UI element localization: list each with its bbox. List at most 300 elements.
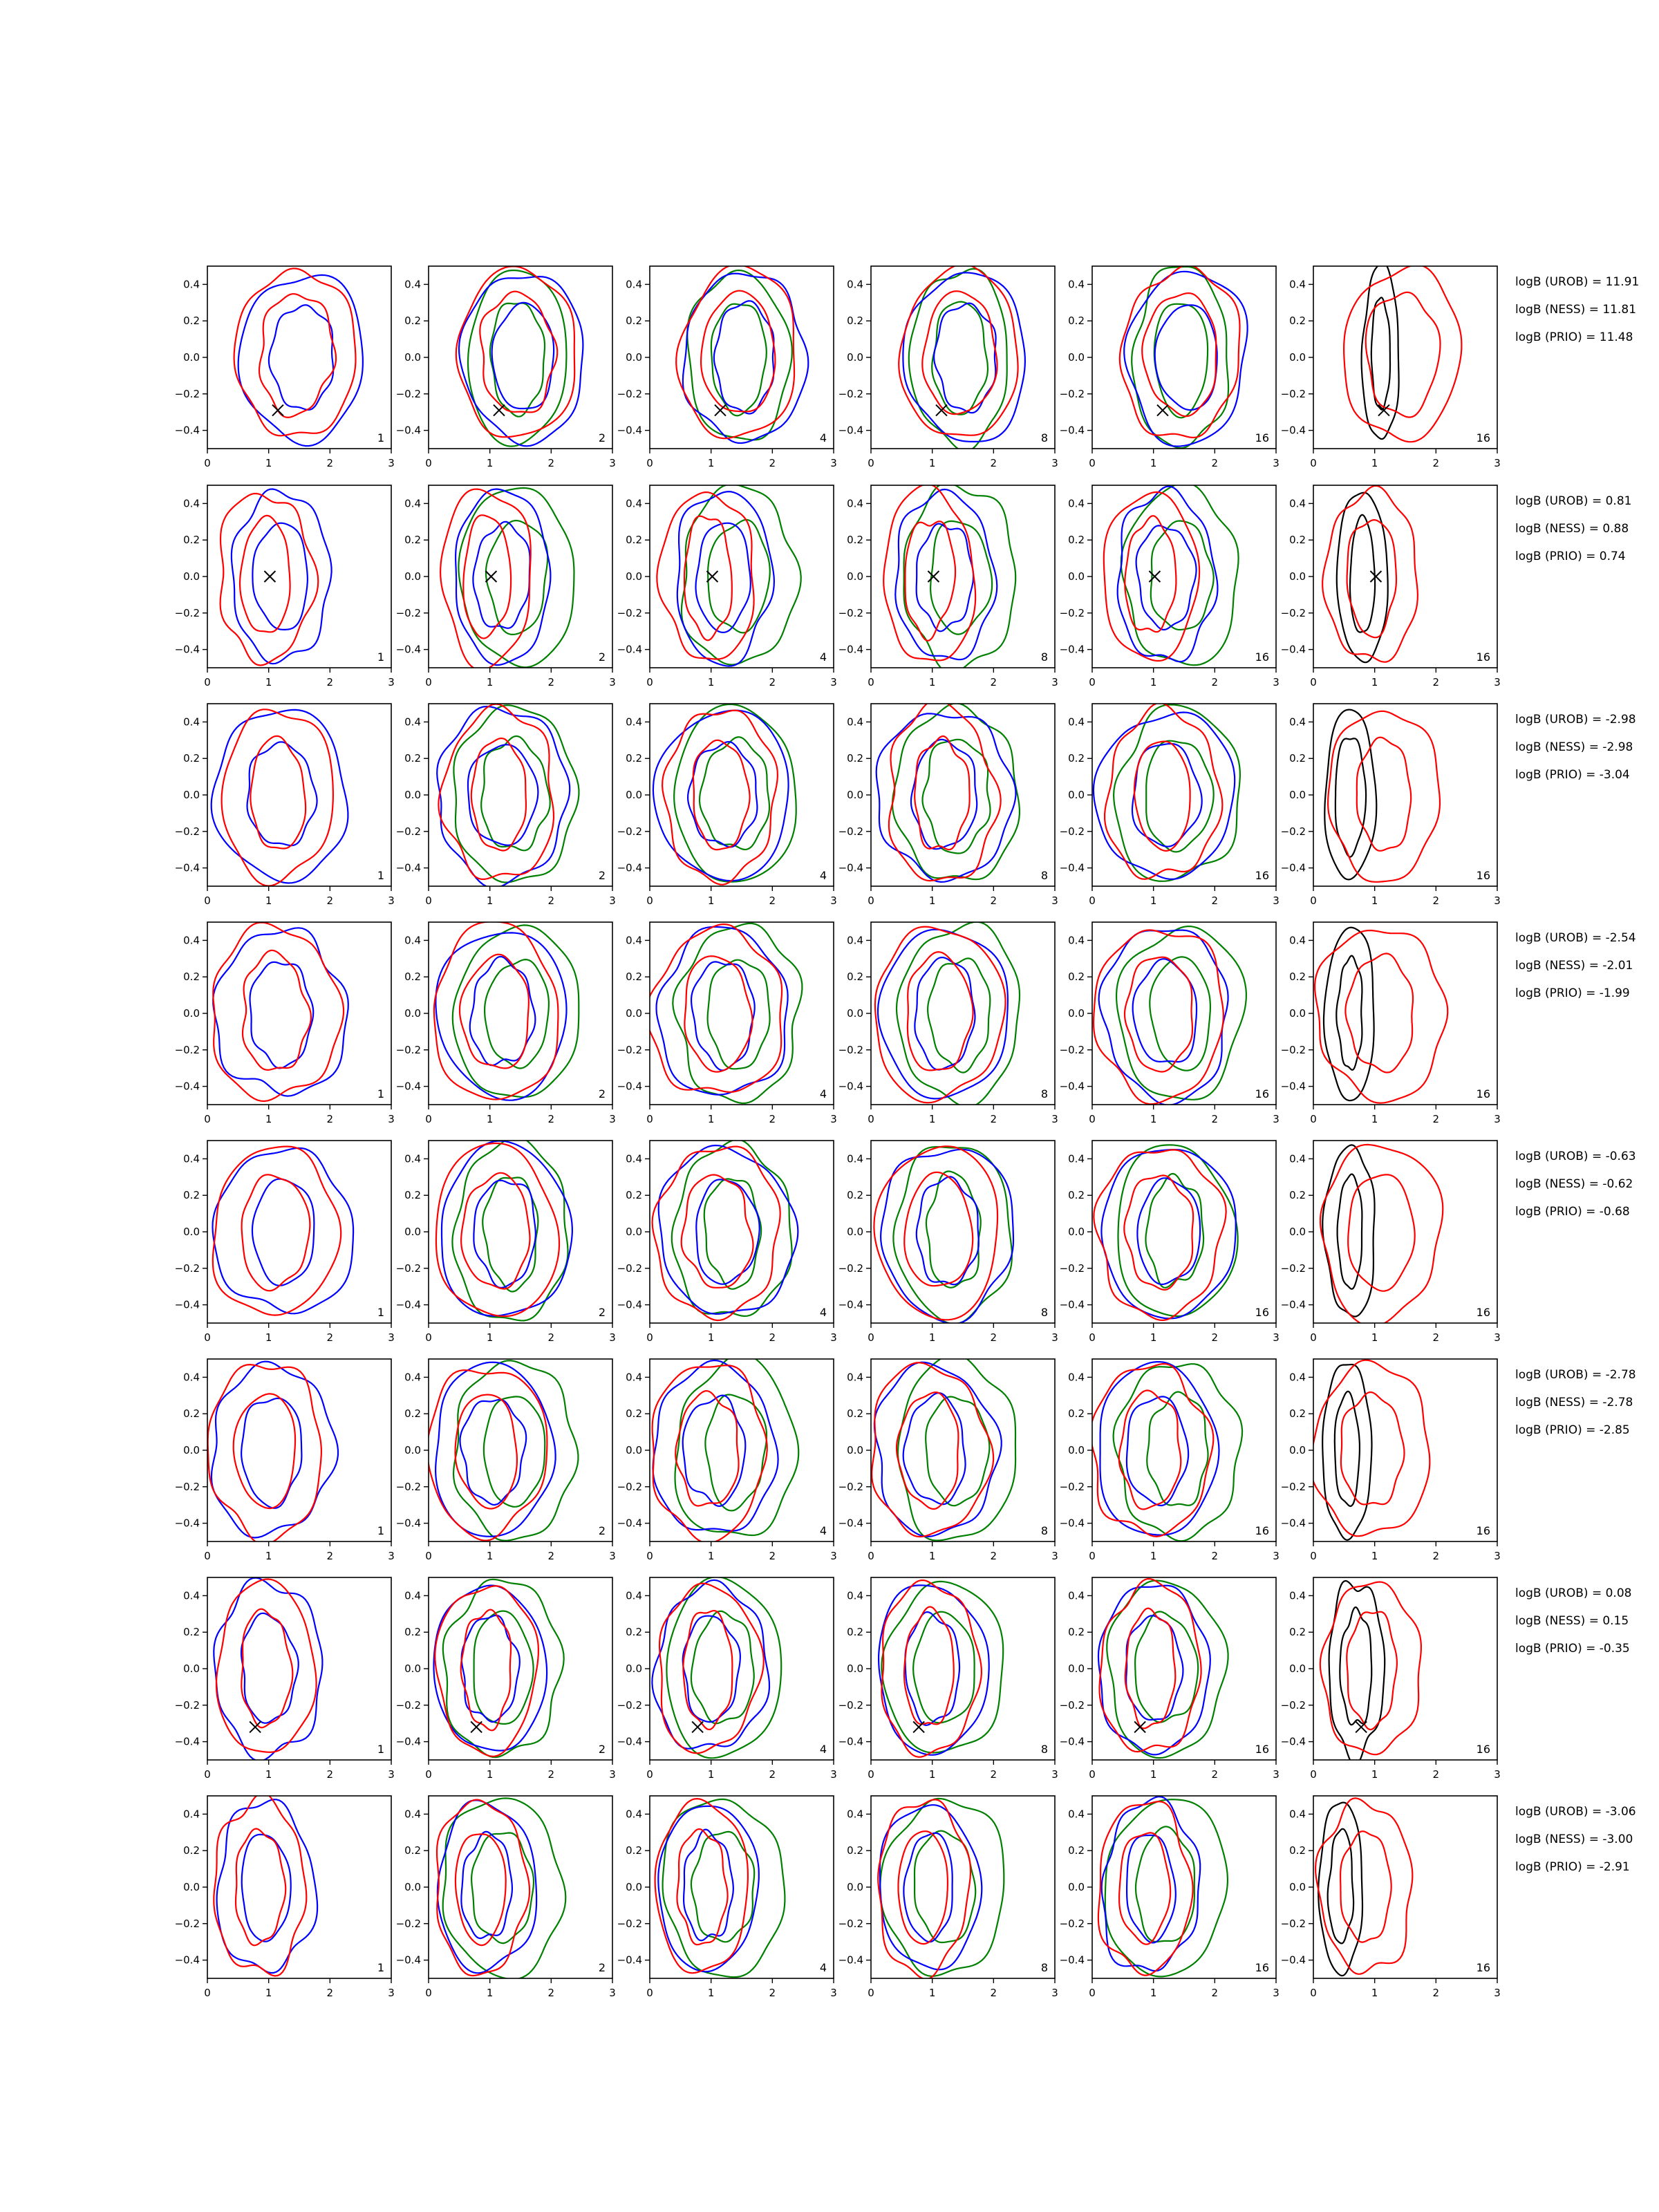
contour-blue-level2: [461, 1832, 512, 1938]
panel-label: 16: [1255, 1087, 1269, 1100]
x-tick-label: 0: [1089, 1550, 1096, 1562]
x-tick-label: 0: [425, 676, 432, 688]
contour-blue-level1: [459, 276, 583, 446]
y-tick-label: −0.2: [1280, 606, 1306, 619]
y-tick-label: 0.4: [626, 715, 642, 729]
x-tick-label: 2: [990, 1987, 997, 1999]
x-tick-label: 1: [265, 1550, 272, 1562]
contour-green-level1: [1114, 1364, 1243, 1541]
x-tick-label: 3: [609, 894, 616, 907]
panel-label: 2: [598, 1743, 606, 1756]
contour-blue-level1: [438, 1800, 536, 1973]
x-tick-label: 3: [1494, 457, 1501, 469]
y-tick-label: 0.4: [183, 1808, 200, 1821]
x-tick-label: 2: [990, 1331, 997, 1344]
y-tick-label: −0.4: [174, 1298, 200, 1311]
y-tick-label: 0.0: [1068, 570, 1085, 583]
x-tick-label: 0: [868, 457, 874, 469]
y-tick-label: −0.4: [617, 1953, 642, 1967]
x-tick-label: 3: [388, 1768, 395, 1781]
panel-label: 16: [1255, 1961, 1269, 1974]
y-tick-label: 0.4: [1068, 1808, 1085, 1821]
x-tick-label: 0: [1089, 1113, 1096, 1125]
panel-r7-c2: [396, 1577, 616, 1781]
axes-frame: [1313, 704, 1497, 886]
axes-frame: [1092, 704, 1276, 886]
panel-label: 4: [819, 1087, 827, 1100]
panel-label: 16: [1255, 1743, 1269, 1756]
panel-label: 4: [819, 1961, 827, 1974]
x-tick-label: 1: [265, 1768, 272, 1781]
y-tick-label: −0.4: [395, 424, 421, 437]
panel-r1-c5: [1060, 265, 1280, 469]
x-tick-label: 2: [990, 1550, 997, 1562]
x-tick-label: 1: [486, 1331, 494, 1344]
y-tick-label: −0.2: [617, 606, 642, 619]
contour-red-level1: [213, 923, 344, 1102]
x-tick-label: 0: [1089, 894, 1096, 907]
contour-group: [437, 1798, 565, 1979]
contour-red-level1: [1105, 703, 1222, 879]
axes-frame: [650, 922, 834, 1105]
contour-blue-level2: [269, 305, 333, 410]
contour-green-level2: [711, 304, 767, 416]
x-tick-label: 0: [868, 676, 874, 688]
y-tick-label: 0.0: [1289, 1007, 1306, 1020]
contour-blue-level1: [1099, 930, 1228, 1105]
y-tick-label: −0.2: [1059, 1262, 1085, 1275]
y-tick-label: 0.4: [404, 1152, 421, 1165]
y-tick-label: −0.2: [174, 387, 200, 400]
contour-green-level1: [453, 705, 579, 882]
y-tick-label: 0.2: [847, 971, 863, 984]
x-tick-label: 2: [326, 894, 334, 907]
y-tick-label: −0.2: [395, 1917, 421, 1930]
y-tick-label: 0.4: [183, 1152, 200, 1165]
x-tick-label: 3: [1051, 894, 1058, 907]
contour-blue-level1: [1118, 487, 1218, 662]
contour-green-level2: [928, 958, 990, 1072]
contour-green-level2: [484, 1396, 545, 1506]
x-tick-label: 1: [486, 1987, 494, 1999]
contour-group: [1094, 1145, 1237, 1320]
x-tick-label: 0: [425, 1768, 432, 1781]
panel-r1-c3: [617, 265, 837, 469]
x-tick-label: 2: [1211, 1331, 1219, 1344]
y-tick-label: −0.4: [395, 1735, 421, 1748]
panel-label: 16: [1476, 650, 1490, 664]
y-tick-label: −0.2: [1059, 825, 1085, 838]
x-tick-label: 3: [609, 1331, 616, 1344]
y-tick-label: −0.2: [838, 1698, 863, 1712]
y-tick-label: 0.0: [404, 570, 421, 583]
contour-green-level2: [913, 1612, 975, 1723]
y-tick-label: 0.0: [1289, 1662, 1306, 1675]
x-tick-label: 2: [769, 1768, 776, 1781]
x-tick-label: 3: [1051, 1113, 1058, 1125]
y-tick-label: 0.4: [183, 278, 200, 291]
y-tick-label: −0.2: [838, 1917, 863, 1930]
y-tick-label: 0.4: [183, 715, 200, 729]
y-tick-label: −0.2: [1059, 606, 1085, 619]
x-tick-label: 2: [547, 457, 555, 469]
contour-blue-level2: [1127, 1835, 1176, 1943]
panel-r3-c2: [396, 704, 616, 907]
x-tick-label: 1: [707, 894, 715, 907]
x-tick-label: 2: [1211, 1987, 1219, 1999]
y-tick-label: 0.0: [847, 1881, 863, 1893]
contour-group: [214, 1793, 317, 1976]
x-tick-label: 3: [830, 457, 837, 469]
x-tick-label: 1: [1371, 1331, 1378, 1344]
y-tick-label: −0.2: [174, 825, 200, 838]
true-value-marker: [928, 571, 939, 582]
y-tick-label: −0.2: [395, 606, 421, 619]
y-tick-label: 0.4: [1068, 715, 1085, 729]
panel-r1-c4: [838, 264, 1058, 469]
contour-group: [879, 1580, 1003, 1757]
y-tick-label: 0.0: [1068, 789, 1085, 801]
panel-r8-c4: [838, 1796, 1058, 1999]
panel-label: 1: [377, 650, 384, 664]
y-tick-label: 0.0: [404, 1662, 421, 1675]
y-tick-label: 0.4: [1289, 1589, 1306, 1602]
y-tick-label: 0.0: [847, 1007, 863, 1020]
x-tick-label: 0: [1310, 1550, 1317, 1562]
panel-label: 1: [377, 1087, 384, 1100]
contour-red-level1: [1098, 1801, 1193, 1975]
x-tick-label: 3: [830, 894, 837, 907]
panel-label: 2: [598, 1087, 606, 1100]
y-tick-label: −0.2: [395, 1262, 421, 1275]
y-tick-label: −0.2: [1280, 1480, 1306, 1493]
contour-red-level2: [675, 1391, 738, 1506]
contour-red-level2: [1125, 1609, 1176, 1729]
y-tick-label: −0.4: [395, 643, 421, 656]
contour-red-level2: [1124, 1175, 1193, 1290]
x-tick-label: 0: [204, 1331, 211, 1344]
y-tick-label: −0.2: [1059, 1043, 1085, 1056]
axes-frame: [207, 485, 391, 668]
y-tick-label: 0.0: [183, 1662, 200, 1675]
panel-r6-c2: [396, 1359, 616, 1562]
y-tick-label: −0.2: [1280, 1043, 1306, 1056]
contour-group: [1098, 1797, 1228, 1976]
contour-red-level2: [463, 515, 511, 638]
logb-annotation: logB (PRIO) = -2.85: [1515, 1423, 1630, 1437]
panel-r2-c4: [838, 482, 1058, 688]
y-tick-label: −0.4: [174, 1517, 200, 1530]
contour-blue-level2: [250, 962, 314, 1069]
x-tick-label: 2: [1211, 676, 1219, 688]
panel-label: 4: [819, 869, 827, 882]
y-tick-label: 0.4: [1068, 1152, 1085, 1165]
contour-green-level2: [700, 737, 769, 850]
contour-blue-level1: [232, 489, 332, 664]
x-tick-label: 1: [1150, 1987, 1157, 1999]
y-tick-label: 0.4: [847, 278, 863, 291]
y-tick-label: −0.4: [1059, 643, 1085, 656]
y-tick-label: 0.2: [847, 752, 863, 765]
contour-blue-level2: [1136, 525, 1197, 630]
panel-grid: [175, 263, 1640, 1999]
y-tick-label: 0.2: [183, 971, 200, 984]
panel-label: 16: [1476, 1087, 1490, 1100]
logb-annotation: logB (NESS) = -2.98: [1515, 740, 1633, 754]
y-tick-label: 0.0: [404, 1444, 421, 1456]
y-tick-label: −0.4: [1280, 643, 1306, 656]
y-tick-label: −0.2: [617, 1262, 642, 1275]
contour-group: [878, 1799, 1004, 1979]
y-tick-label: −0.2: [1059, 1917, 1085, 1930]
contour-green-level2: [1146, 1174, 1204, 1288]
y-tick-label: 0.4: [847, 1152, 863, 1165]
x-tick-label: 1: [265, 894, 272, 907]
x-tick-label: 3: [388, 676, 395, 688]
panel-label: 2: [598, 1306, 606, 1319]
x-tick-label: 3: [830, 1113, 837, 1125]
x-tick-label: 0: [1089, 1987, 1096, 1999]
y-tick-label: −0.4: [617, 1080, 642, 1093]
logb-annotation: logB (NESS) = 11.81: [1515, 303, 1637, 317]
x-tick-label: 2: [1432, 676, 1440, 688]
y-tick-label: −0.4: [395, 1080, 421, 1093]
panel-label: 8: [1040, 1087, 1048, 1100]
x-tick-label: 2: [547, 1550, 555, 1562]
panel-r8-c6: [1281, 1796, 1501, 1999]
contour-red-level2: [1341, 1392, 1405, 1504]
y-tick-label: 0.2: [626, 1407, 642, 1421]
y-tick-label: 0.4: [1068, 278, 1085, 291]
contour-green-level2: [923, 740, 991, 854]
contour-red-level1: [875, 927, 1006, 1103]
x-tick-label: 1: [1371, 1987, 1378, 1999]
contour-red-level1: [1120, 265, 1240, 438]
contour-group: [1311, 1360, 1430, 1540]
contour-red-level1: [676, 265, 794, 438]
contour-group: [221, 489, 332, 666]
y-tick-label: 0.0: [1068, 1444, 1085, 1456]
contour-blue-level2: [917, 524, 973, 632]
panel-label: 8: [1040, 1961, 1048, 1974]
y-tick-label: 0.0: [847, 1662, 863, 1675]
y-tick-label: 0.4: [847, 715, 863, 729]
y-tick-label: 0.4: [1289, 1371, 1306, 1384]
y-tick-label: 0.0: [626, 351, 642, 364]
y-tick-label: 0.0: [626, 1881, 642, 1893]
panel-r8-c3: [617, 1796, 837, 1999]
contour-group: [1315, 928, 1447, 1103]
x-tick-label: 1: [928, 1768, 936, 1781]
panel-label: 1: [377, 1961, 384, 1974]
y-tick-label: 0.2: [404, 1189, 421, 1202]
x-tick-label: 3: [1273, 1331, 1280, 1344]
x-tick-label: 0: [1089, 1768, 1096, 1781]
contour-green-level1: [673, 924, 802, 1103]
contour-blue-level2: [462, 1615, 520, 1722]
x-tick-label: 0: [868, 1113, 874, 1125]
contour-group: [1344, 263, 1461, 442]
contour-red-level2: [471, 738, 526, 850]
contour-blue-level2: [473, 522, 529, 628]
y-tick-label: 0.4: [1289, 934, 1306, 947]
axes-frame: [207, 1359, 391, 1541]
y-tick-label: −0.4: [838, 1080, 863, 1093]
x-tick-label: 1: [486, 1113, 494, 1125]
contour-green-level2: [1147, 1392, 1208, 1506]
x-tick-label: 2: [990, 676, 997, 688]
y-tick-label: 0.2: [626, 1626, 642, 1639]
y-tick-label: 0.0: [404, 351, 421, 364]
y-tick-label: 0.2: [847, 1626, 863, 1639]
contour-black-level2: [1335, 1391, 1360, 1506]
y-tick-label: 0.2: [404, 1844, 421, 1857]
y-tick-label: 0.0: [626, 1662, 642, 1675]
contour-green-level1: [881, 1582, 1003, 1753]
y-tick-label: 0.4: [404, 497, 421, 510]
contour-group: [434, 921, 579, 1100]
panel-r4-c3: [617, 922, 837, 1125]
y-tick-label: −0.4: [1280, 1298, 1306, 1311]
x-tick-label: 2: [769, 676, 776, 688]
y-tick-label: 0.4: [626, 934, 642, 947]
contour-green-level1: [663, 1799, 785, 1977]
x-tick-label: 2: [326, 676, 334, 688]
y-tick-label: −0.2: [174, 1262, 200, 1275]
panel-label: 8: [1040, 1524, 1048, 1537]
contour-black-level2: [1338, 1174, 1362, 1289]
y-tick-label: 0.2: [183, 534, 200, 547]
x-tick-label: 3: [1494, 1550, 1501, 1562]
contour-blue-level1: [880, 1805, 982, 1969]
contour-red-level2: [899, 1831, 948, 1944]
x-tick-label: 1: [928, 457, 936, 469]
panel-label: 16: [1476, 431, 1490, 444]
contour-blue-level2: [917, 1177, 979, 1284]
contour-group: [434, 1580, 564, 1757]
y-tick-label: −0.2: [1280, 1917, 1306, 1930]
y-tick-label: 0.4: [404, 1589, 421, 1602]
contour-group: [1104, 482, 1239, 665]
y-tick-label: 0.2: [1289, 1189, 1306, 1202]
axes-frame: [650, 1141, 834, 1323]
x-tick-label: 0: [646, 1987, 653, 1999]
logb-annotation: logB (UROB) = -2.54: [1515, 931, 1636, 945]
x-tick-label: 2: [769, 1113, 776, 1125]
x-tick-label: 0: [646, 1113, 653, 1125]
logb-annotation: logB (PRIO) = -3.04: [1515, 768, 1630, 782]
contour-group: [877, 700, 1020, 882]
y-tick-label: 0.4: [183, 1371, 200, 1384]
contour-green-level2: [471, 1833, 534, 1944]
y-tick-label: 0.4: [1068, 497, 1085, 510]
panel-r7-c4: [838, 1577, 1058, 1781]
y-tick-label: 0.0: [183, 351, 200, 364]
x-tick-label: 0: [204, 457, 211, 469]
panel-r2-c3: [617, 485, 837, 689]
axes-frame: [1092, 1141, 1276, 1323]
contour-blue-level1: [677, 491, 774, 666]
panel-r3-c4: [838, 700, 1058, 907]
panel-label: 1: [377, 1306, 384, 1319]
contour-green-level1: [682, 485, 801, 665]
y-tick-label: 0.4: [183, 934, 200, 947]
panel-r8-c2: [396, 1796, 616, 1999]
x-tick-label: 1: [1371, 894, 1378, 907]
panel-label: 16: [1255, 869, 1269, 882]
contour-green-level1: [897, 922, 1020, 1107]
x-tick-label: 2: [326, 1768, 334, 1781]
x-tick-label: 2: [769, 1331, 776, 1344]
contour-green-level2: [704, 1179, 761, 1288]
contour-group: [427, 1360, 578, 1540]
panel-label: 4: [819, 431, 827, 444]
panel-label: 8: [1040, 1743, 1048, 1756]
y-tick-label: 0.4: [1068, 934, 1085, 947]
y-tick-label: 0.4: [1289, 1808, 1306, 1821]
x-tick-label: 3: [1494, 1331, 1501, 1344]
x-tick-label: 1: [928, 1550, 936, 1562]
contour-black-level1: [1337, 493, 1388, 663]
x-tick-label: 3: [388, 894, 395, 907]
y-tick-label: −0.4: [838, 643, 863, 656]
y-tick-label: 0.2: [1289, 1407, 1306, 1421]
contour-green-level2: [485, 959, 549, 1068]
contour-blue-level2: [688, 742, 757, 847]
panel-label: 2: [598, 431, 606, 444]
contour-group: [214, 1578, 322, 1761]
logb-annotation: logB (PRIO) = -1.99: [1515, 986, 1630, 1000]
contour-blue-level1: [238, 275, 363, 446]
contour-blue-level2: [241, 1613, 299, 1723]
x-tick-label: 3: [388, 1987, 395, 1999]
contour-blue-level1: [213, 928, 348, 1096]
contour-green-level1: [1118, 1145, 1238, 1316]
y-tick-label: 0.2: [1068, 1189, 1085, 1202]
y-tick-label: −0.4: [1280, 424, 1306, 437]
y-tick-label: 0.4: [1289, 278, 1306, 291]
axes-frame: [207, 266, 391, 449]
x-tick-label: 3: [609, 457, 616, 469]
y-tick-label: −0.2: [395, 1043, 421, 1056]
contour-group: [213, 923, 348, 1102]
y-tick-label: 0.2: [1289, 752, 1306, 765]
panel-r7-c6: [1281, 1577, 1501, 1781]
contour-red-level1: [1094, 930, 1224, 1104]
y-tick-label: 0.4: [847, 1371, 863, 1384]
x-tick-label: 3: [830, 1550, 837, 1562]
y-tick-label: 0.0: [626, 789, 642, 801]
contour-group: [1094, 703, 1240, 881]
contour-green-level2: [490, 303, 545, 417]
x-tick-label: 0: [646, 457, 653, 469]
panel-r3-c6: [1281, 704, 1501, 907]
y-tick-label: 0.0: [183, 1444, 200, 1456]
y-tick-label: 0.0: [183, 570, 200, 583]
y-tick-label: 0.2: [1289, 315, 1306, 328]
logb-annotation: logB (NESS) = -3.00: [1515, 1833, 1633, 1846]
panel-r6-c4: [838, 1354, 1058, 1562]
contour-red-level1: [1320, 1145, 1443, 1327]
panel-r4-c6: [1281, 922, 1501, 1125]
panel-r4-c1: [175, 922, 395, 1125]
contour-group: [456, 266, 583, 446]
logb-annotation: logB (UROB) = 0.81: [1515, 494, 1632, 508]
y-tick-label: 0.2: [1068, 752, 1085, 765]
contour-green-level2: [708, 960, 770, 1069]
panel-label: 16: [1255, 650, 1269, 664]
panel-r2-c5: [1060, 482, 1280, 688]
